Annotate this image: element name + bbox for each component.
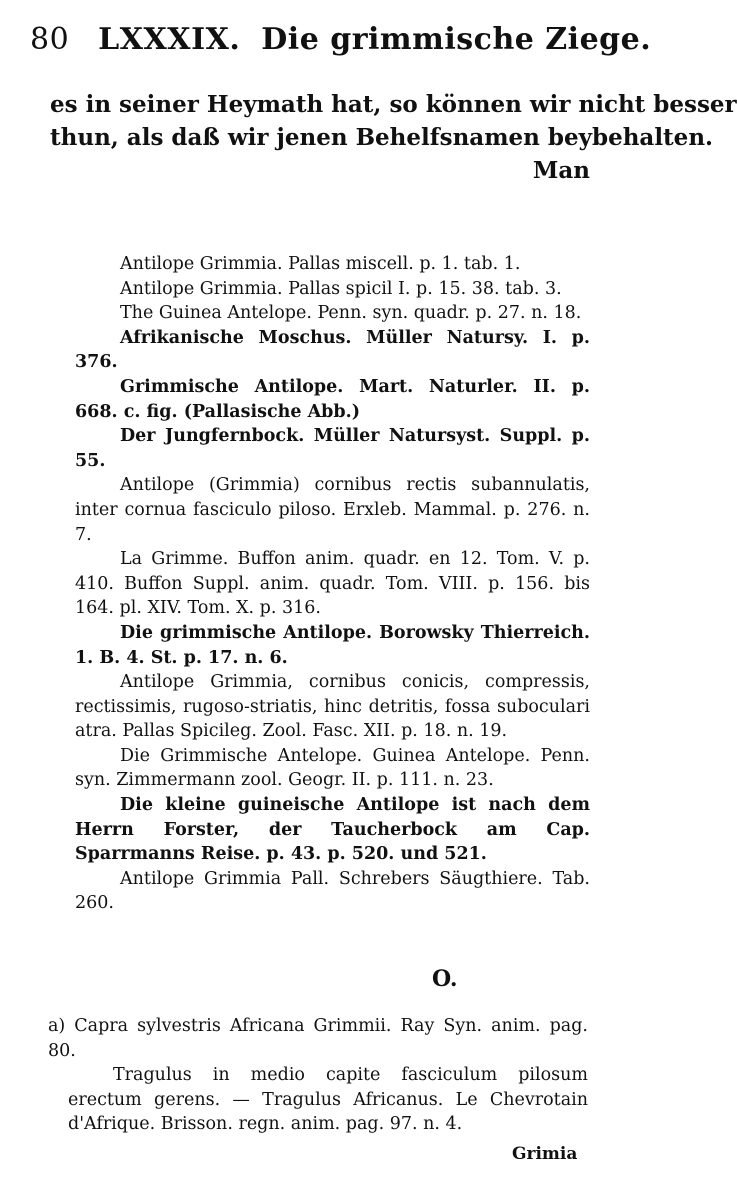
reference-entry: Die Grimmische Antelope. Guinea Antelope. Penn. syn. Zimmermann zool. Geogr. II. p. 111. n. 23. [75,745,590,791]
chapter-title: Die grimmische Ziege. [261,22,652,57]
reference-entry: Afrikanische Moschus. Müller Natursy. I. p. 376. [75,327,590,373]
intro-line: es in seiner Heymath hat, so können wir nicht besser [50,91,737,118]
footnote-lead: a) Capra sylvestris Africana Grimmii. Ray Syn. anim. pag. 80. [48,1016,588,1061]
reference-entry: Die grimmische Antilope. Borowsky Thierreich. 1. B. 4. St. p. 17. n. 6. [75,622,590,668]
reference-entry: Die kleine guineische Antilope ist nach dem Herrn Forster, der Taucherbock am Cap. Sparrmanns Reise. p. 43. p. 520. und 521. [75,795,590,865]
reference-entry: Antilope (Grimmia) cornibus rectis subannulatis, inter cornua fasciculo piloso. Erxleb. Mammal. p. 276. n. 7. [75,475,590,545]
reference-entry: Antilope Grimmia. Pallas miscell. p. 1. tab. 1. [120,254,521,274]
footnote [48,1014,588,1137]
reference-entry: Der Jungfernbock. Müller Natursyst. Suppl. p. 55. [75,426,590,471]
intro-text [50,88,737,187]
reference-entry: Antilope Grimmia. Pallas spicil I. p. 15. 38. tab. 3. [120,278,562,299]
footnote-body: Tragulus in medio capite fasciculum pilosum erectum gerens. — Tragulus Africanus. Le Chevrotain d'Afrique. Brisson. regn. anim. pag. 97. n. 4. [68,1065,588,1134]
reference-entry: Grimmische Antilope. Mart. Naturler. II. p. 668. c. fig. (Pallasische Abb.) [75,376,590,422]
signature-mark: O. [432,966,458,992]
running-header [30,22,652,62]
reference-entry: The Guinea Antelope. Penn. syn. quadr. p. 27. n. 18. [120,303,582,324]
intro-line: Man [532,157,590,184]
synonymy-list [75,252,590,916]
chapter-number: LXXXIX. [98,22,241,57]
page-number: 80 [30,22,70,57]
reference-entry: Antilope Grimmia Pall. Schrebers Säugthiere. Tab. 260. [75,868,590,914]
intro-line: thun, als daß wir jenen Behelfsnamen beybehalten. [50,124,714,151]
catchword: Grimia [512,1144,578,1164]
reference-entry: La Grimme. Buffon anim. quadr. en 12. Tom. V. p. 410. Buffon Suppl. anim. quadr. Tom. VIII. p. 156. bis 164. pl. XIV. Tom. X. p. 316. [75,549,590,619]
reference-entry: Antilope Grimmia, cornibus conicis, compressis, rectissimis, rugoso-striatis, hinc detritis, fossa suboculari atra. Pallas Spicileg. Zool. Fasc. XII. p. 18. n. 19. [75,672,590,742]
